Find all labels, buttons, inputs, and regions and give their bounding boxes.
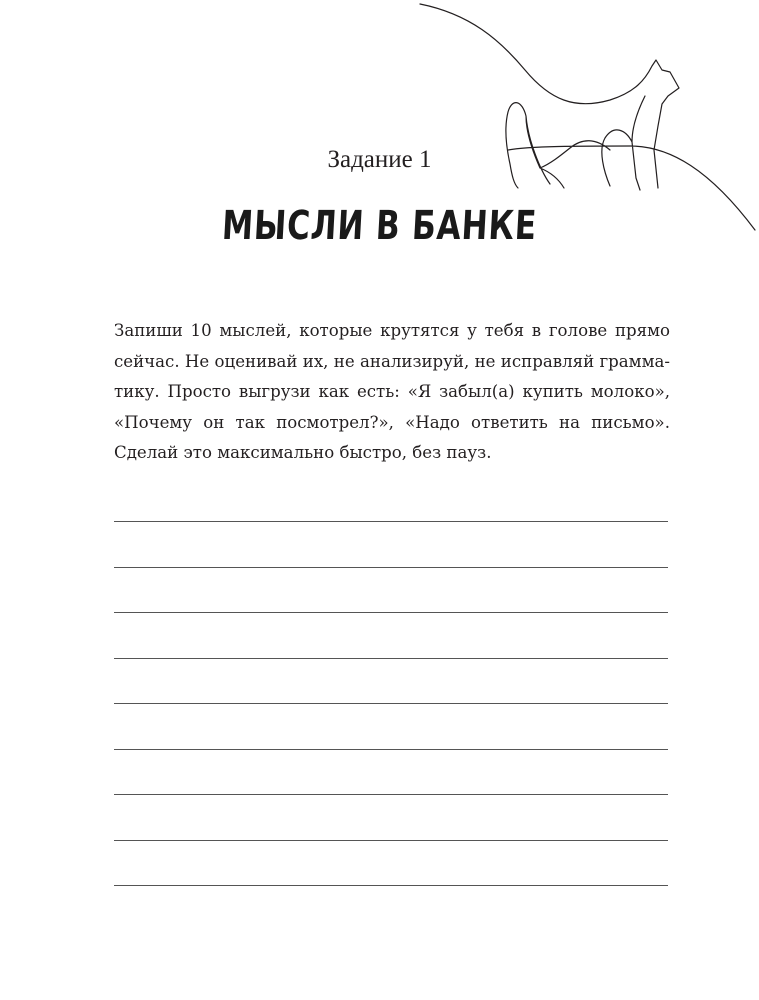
answer-line[interactable] [114,612,668,613]
answer-line[interactable] [114,885,668,886]
task-number-label: Задание 1 [327,146,432,173]
answer-lines [114,521,668,931]
answer-line[interactable] [114,794,668,795]
answer-line[interactable] [114,749,668,750]
task-title: МЫСЛИ В БАНКЕ [220,203,539,249]
answer-line[interactable] [114,658,668,659]
answer-line[interactable] [114,567,668,568]
answer-line[interactable] [114,703,668,704]
task-instructions: Запиши 10 мыслей, которые крутятся у тебя в голове прямо сейчас. Не оценивай их, не анализируй, не исправляй грамматику. Просто выгрузи как есть: «Я забыл(а) купить молоко», «Почему он так посмотрел?», «Надо ответить на письмо». Сделай это максимально быстро, без пауз. [114,321,670,462]
answer-line[interactable] [114,521,668,522]
answer-line[interactable] [114,840,668,841]
